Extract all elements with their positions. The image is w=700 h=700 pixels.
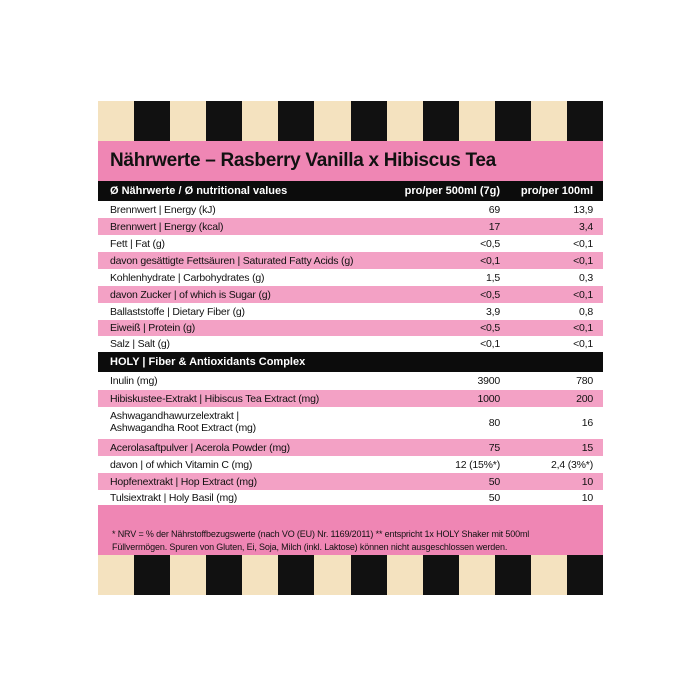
stripe-black: [206, 555, 242, 595]
footnote-panel: [98, 514, 603, 555]
row-value-500ml: 50: [488, 475, 500, 488]
table-row: [98, 218, 603, 235]
stripe-black: [495, 555, 531, 595]
table-row: [98, 336, 603, 352]
complex-table-header: [98, 352, 603, 372]
row-value-100ml: <0,1: [573, 322, 593, 334]
stripe-black: [495, 101, 531, 141]
stripe-cream: [314, 555, 350, 595]
row-value-100ml: <0,1: [573, 254, 593, 267]
row-value-500ml: 1000: [477, 392, 500, 405]
row-label: Kohlenhydrate | Carbohydrates (g): [110, 271, 265, 284]
row-label: [110, 410, 256, 434]
stripe-black: [423, 555, 459, 595]
stripe-cream: [98, 555, 134, 595]
row-label: davon | of which Vitamin C (mg): [110, 458, 253, 471]
row-label: Salz | Salt (g): [110, 338, 170, 350]
row-value-500ml: 12 (15%*): [455, 458, 500, 471]
row-value-500ml: <0,5: [480, 288, 500, 301]
row-label: Brennwert | Energy (kcal): [110, 220, 224, 233]
row-label: Tulsiextrakt | Holy Basil (mg): [110, 491, 238, 504]
row-value-500ml: 75: [488, 441, 500, 454]
stripe-cream: [459, 555, 495, 595]
row-value-100ml: 0,8: [579, 305, 593, 318]
row-value-500ml: <0,1: [480, 254, 500, 267]
stripe-cream: [170, 101, 206, 141]
stripe-cream: [531, 555, 567, 595]
row-label-line1: Ashwagandhawurzelextrakt |: [110, 410, 239, 422]
row-value-100ml: 3,4: [579, 220, 593, 233]
footnote-line2: Füllvermögen. Spuren von Gluten, Ei, Soja, Milch (inkl. Laktose) können nicht ausgeschlossen werden.: [112, 542, 508, 552]
table-row: [98, 235, 603, 252]
row-label: Eiweiß | Protein (g): [110, 322, 196, 334]
row-label-line2: Ashwagandha Root Extract (mg): [110, 422, 256, 434]
header-col-500ml: pro/per 500ml (7g): [404, 185, 500, 197]
stripe-black: [351, 101, 387, 141]
stripe-black: [423, 101, 459, 141]
title-bar: [98, 141, 603, 181]
row-label: Acerolasaftpulver | Acerola Powder (mg): [110, 441, 290, 454]
row-value-500ml: 80: [488, 417, 500, 429]
complex-header-label: HOLY | Fiber & Antioxidants Complex: [110, 356, 306, 368]
row-value-500ml: 3900: [477, 375, 500, 387]
nutrition-card: [98, 101, 603, 595]
row-value-100ml: <0,1: [573, 237, 593, 250]
stripe-cream: [387, 101, 423, 141]
row-label: Hopfenextrakt | Hop Extract (mg): [110, 475, 257, 488]
nutrition-table-header: [98, 181, 603, 201]
stripe-black: [351, 555, 387, 595]
row-value-100ml: 13,9: [573, 203, 593, 216]
row-value-500ml: 69: [488, 203, 500, 216]
stripe-black: [278, 101, 314, 141]
row-value-100ml: <0,1: [573, 288, 593, 301]
header-col-100ml: pro/per 100ml: [520, 185, 593, 197]
stripe-cream: [242, 101, 278, 141]
footer-spacer: [98, 505, 603, 514]
table-row: [98, 201, 603, 218]
stripe-cream: [459, 101, 495, 141]
row-value-100ml: <0,1: [573, 338, 593, 350]
table-row: [98, 303, 603, 320]
row-label: Hibiskustee-Extrakt | Hibiscus Tea Extract (mg): [110, 392, 320, 405]
table-row: [98, 473, 603, 490]
footnote-text: [112, 528, 592, 554]
top-stripe-border: [98, 101, 603, 141]
stripe-black: [278, 555, 314, 595]
footnote-line1: * NRV = % der Nährstoffbezugswerte (nach VO (EU) Nr. 1169/2011) ** entspricht 1x HOLY Shaker mit 500ml: [112, 529, 530, 539]
row-value-100ml: 16: [581, 417, 593, 429]
row-label: Ballaststoffe | Dietary Fiber (g): [110, 305, 245, 318]
row-value-100ml: 10: [581, 491, 593, 504]
table-row: [98, 439, 603, 456]
stripe-black: [567, 555, 603, 595]
stripe-black: [567, 101, 603, 141]
table-row: [98, 252, 603, 269]
table-row: [98, 286, 603, 303]
row-label: Brennwert | Energy (kJ): [110, 203, 216, 216]
stripe-cream: [242, 555, 278, 595]
row-value-100ml: 2,4 (3%*): [551, 458, 593, 471]
row-label: Fett | Fat (g): [110, 237, 165, 250]
row-value-500ml: 1,5: [486, 271, 500, 284]
row-value-500ml: 3,9: [486, 305, 500, 318]
row-value-100ml: 10: [581, 475, 593, 488]
bottom-stripe-border: [98, 555, 603, 595]
stripe-black: [134, 555, 170, 595]
row-value-500ml: 17: [488, 220, 500, 233]
row-label: davon Zucker | of which is Sugar (g): [110, 288, 271, 301]
stripe-cream: [170, 555, 206, 595]
stripe-cream: [98, 101, 134, 141]
header-label: Ø Nährwerte / Ø nutritional values: [110, 185, 288, 197]
row-label: davon gesättigte Fettsäuren | Saturated Fatty Acids (g): [110, 254, 354, 267]
table-row: [98, 390, 603, 407]
stripe-cream: [531, 101, 567, 141]
table-row: [98, 490, 603, 505]
table-row: [98, 320, 603, 336]
stripe-black: [134, 101, 170, 141]
table-row: [98, 407, 603, 439]
row-value-500ml: <0,1: [480, 338, 500, 350]
stripe-cream: [314, 101, 350, 141]
row-value-500ml: <0,5: [480, 322, 500, 334]
stripe-cream: [387, 555, 423, 595]
table-row: [98, 456, 603, 473]
row-value-100ml: 780: [576, 375, 593, 387]
stripe-black: [206, 101, 242, 141]
table-row: [98, 372, 603, 390]
row-value-100ml: 0,3: [579, 271, 593, 284]
row-value-500ml: <0,5: [480, 237, 500, 250]
row-value-500ml: 50: [488, 491, 500, 504]
page-title: Nährwerte – Rasberry Vanilla x Hibiscus Tea: [110, 150, 496, 171]
row-label: Inulin (mg): [110, 375, 158, 387]
row-value-100ml: 200: [576, 392, 593, 405]
row-value-100ml: 15: [581, 441, 593, 454]
table-row: [98, 269, 603, 286]
